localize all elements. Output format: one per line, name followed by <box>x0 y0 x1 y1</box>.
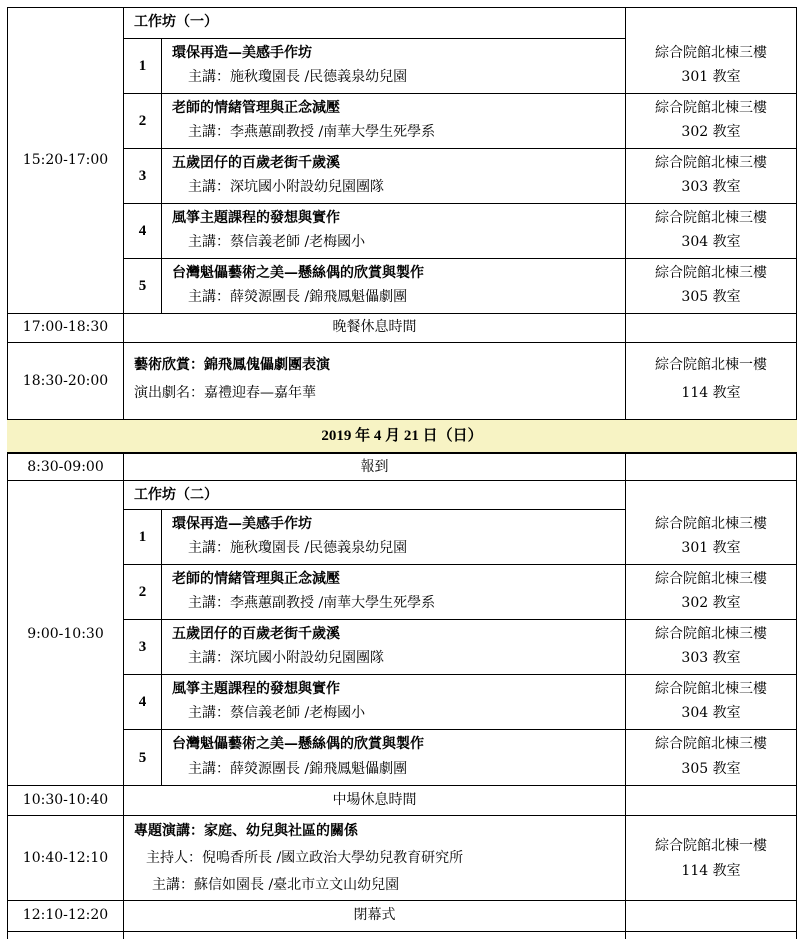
s2-row-3-number: 3 <box>138 639 147 655</box>
section-2-time: 9:00-10:30 <box>27 626 104 642</box>
s1-row-3-title: 五歲囝仔的百歲老街千歲溪 <box>172 155 340 171</box>
s2-row-3-venue-building: 綜合院館北棟三樓 <box>655 626 767 642</box>
s1-row-3-venue-room: 303 教室 <box>681 179 741 195</box>
s2-row-1-venue-building: 綜合院館北棟三樓 <box>655 516 767 532</box>
registration-time: 8:30-09:00 <box>27 459 104 475</box>
section-2-header: 工作坊（二） <box>134 487 218 503</box>
closing-time: 12:10-12:20 <box>22 907 109 923</box>
s1-row-1-speaker: 主講：施秋瓊園長 /民德義泉幼兒園 <box>188 69 408 85</box>
performance-venue-building: 綜合院館北棟一樓 <box>655 357 767 373</box>
s2-row-4-venue-room: 304 教室 <box>681 705 741 721</box>
s2-row-5-speaker: 主講：薛熒源團長 /錦飛鳳魁儡劇團 <box>188 761 408 777</box>
s2-row-2-speaker: 主講：李燕蕙副教授 /南華大學生死學系 <box>188 595 436 611</box>
s2-row-5-venue-building: 綜合院館北棟三樓 <box>655 736 767 752</box>
s2-row-1-speaker: 主講：施秋瓊園長 /民德義泉幼兒園 <box>188 540 408 556</box>
s1-row-4-number: 4 <box>138 223 147 239</box>
s2-row-4-venue-building: 綜合院館北棟三樓 <box>655 681 767 697</box>
performance-play-name: 演出劇名：嘉禮迎春—嘉年華 <box>134 385 316 401</box>
keynote-venue-building: 綜合院館北棟一樓 <box>655 838 767 854</box>
s1-row-2-venue-room: 302 教室 <box>681 124 741 140</box>
s2-row-4-speaker: 主講：蔡信義老師 /老梅國小 <box>188 705 366 721</box>
s1-row-5-number: 5 <box>138 278 147 294</box>
registration-label: 報到 <box>360 459 389 475</box>
s1-row-3-speaker: 主講：深坑國小附設幼兒園團隊 <box>188 179 384 195</box>
s2-row-1-title: 環保再造—美感手作坊 <box>172 516 312 532</box>
section-1-time: 15:20-17:00 <box>22 152 109 168</box>
s1-row-1-venue-room: 301 教室 <box>681 69 741 85</box>
s1-row-5-venue-room: 305 教室 <box>681 289 741 305</box>
s2-row-2-title: 老師的情緒管理與正念減壓 <box>172 571 340 587</box>
s1-row-4-venue-room: 304 教室 <box>681 234 741 250</box>
dinner-time: 17:00-18:30 <box>22 319 109 335</box>
s2-row-5-number: 5 <box>138 750 147 766</box>
s2-row-5-title: 台灣魁儡藝術之美—懸絲偶的欣賞與製作 <box>172 736 424 752</box>
s1-row-5-venue-building: 綜合院館北棟三樓 <box>655 265 767 281</box>
s1-row-4-venue-building: 綜合院館北棟三樓 <box>655 210 767 226</box>
keynote-time: 10:40-12:10 <box>22 850 109 866</box>
s1-row-3-venue-building: 綜合院館北棟三樓 <box>655 155 767 171</box>
keynote-host: 主持人：倪鳴香所長 /國立政治大學幼兒教育研究所 <box>146 850 464 866</box>
keynote-speaker: 主講：蘇信如園長 /臺北市立文山幼兒園 <box>152 877 400 893</box>
s1-row-1-title: 環保再造—美感手作坊 <box>172 45 312 61</box>
s1-row-5-speaker: 主講：薛熒源團長 /錦飛鳳魁儡劇團 <box>188 289 408 305</box>
s1-row-2-venue-building: 綜合院館北棟三樓 <box>655 100 767 116</box>
dinner-label: 晚餐休息時間 <box>332 319 417 335</box>
s1-row-1-number: 1 <box>138 58 147 74</box>
s2-row-1-number: 1 <box>138 529 147 545</box>
performance-time: 18:30-20:00 <box>22 373 109 389</box>
section-1-header: 工作坊（一） <box>134 14 218 30</box>
performance-venue-room: 114 教室 <box>681 385 741 401</box>
s2-row-2-number: 2 <box>138 584 147 600</box>
s1-row-2-title: 老師的情緒管理與正念減壓 <box>172 100 340 116</box>
s2-row-3-title: 五歲囝仔的百歲老街千歲溪 <box>172 626 340 642</box>
s1-row-2-speaker: 主講：李燕蕙副教授 /南華大學生死學系 <box>188 124 436 140</box>
break-label: 中場休息時間 <box>332 792 417 808</box>
s2-row-3-speaker: 主講：深坑國小附設幼兒園團隊 <box>188 650 384 666</box>
s1-row-2-number: 2 <box>138 113 147 129</box>
s2-row-4-number: 4 <box>138 694 147 710</box>
performance-title: 藝術欣賞：錦飛鳳傀儡劇團表演 <box>134 357 330 373</box>
closing-label: 閉幕式 <box>353 907 396 923</box>
date-heading: 2019 年 4 月 21 日（日） <box>321 428 483 444</box>
keynote-venue-room: 114 教室 <box>681 863 741 879</box>
s2-row-3-venue-room: 303 教室 <box>681 650 741 666</box>
s1-row-5-title: 台灣魁儡藝術之美—懸絲偶的欣賞與製作 <box>172 265 424 281</box>
s2-row-1-venue-room: 301 教室 <box>681 540 741 556</box>
s1-row-1-venue-building: 綜合院館北棟三樓 <box>655 45 767 61</box>
s2-row-2-venue-building: 綜合院館北棟三樓 <box>655 571 767 587</box>
s2-row-2-venue-room: 302 教室 <box>681 595 741 611</box>
break-time: 10:30-10:40 <box>22 792 109 808</box>
s1-row-4-title: 風箏主題課程的發想與實作 <box>172 210 340 226</box>
keynote-title: 專題演講：家庭、幼兒與社區的關係 <box>134 823 358 839</box>
s2-row-5-venue-room: 305 教室 <box>681 761 741 777</box>
s1-row-4-speaker: 主講：蔡信義老師 /老梅國小 <box>188 234 366 250</box>
s2-row-4-title: 風箏主題課程的發想與實作 <box>172 681 340 697</box>
s1-row-3-number: 3 <box>138 168 147 184</box>
